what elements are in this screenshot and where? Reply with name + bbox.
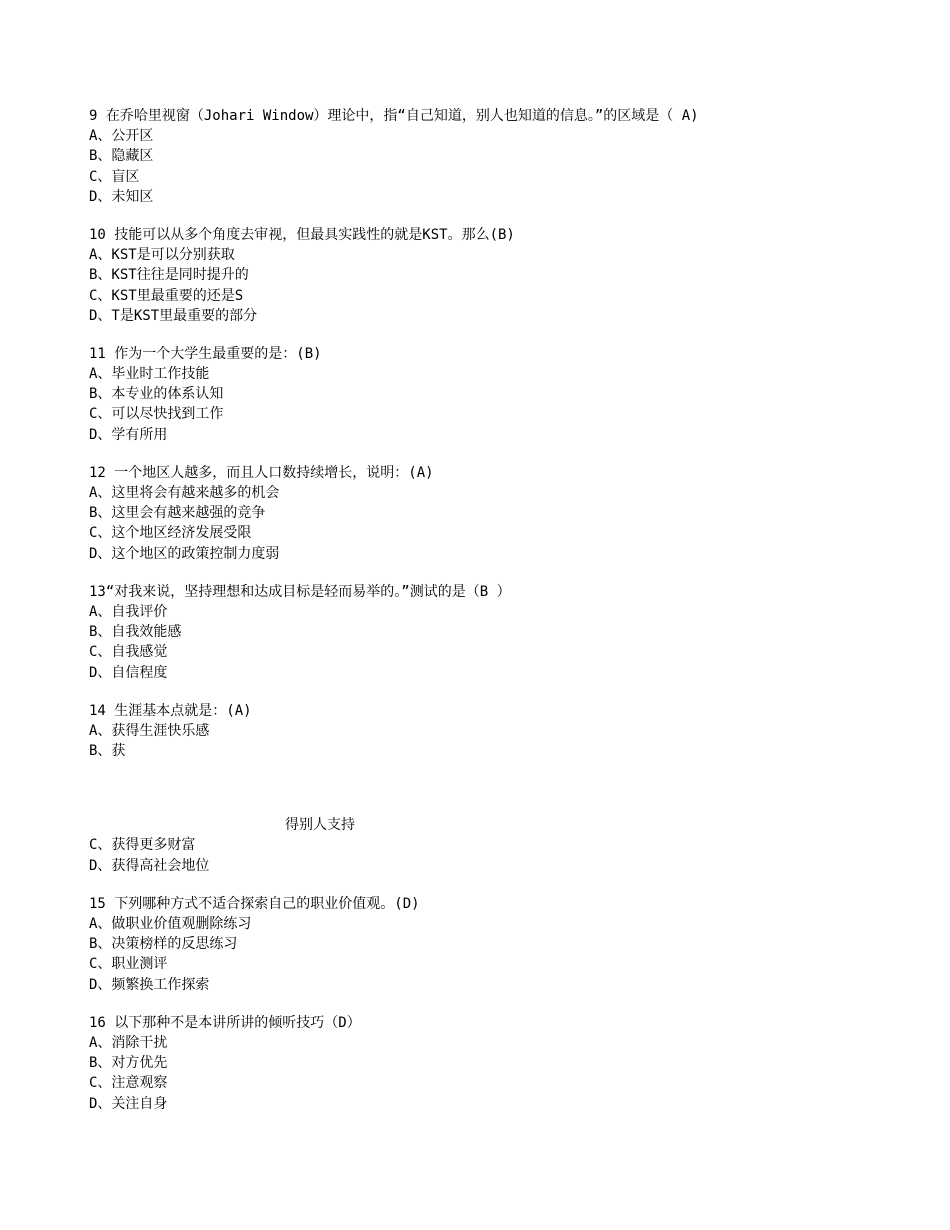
option-d: D、T是KST里最重要的部分	[89, 307, 258, 324]
option-b: B、本专业的体系认知	[89, 386, 224, 403]
option-b-start: B、获	[89, 743, 126, 760]
option-c: C、KST里最重要的还是S	[89, 287, 244, 304]
question-stem: 9 在乔哈里视窗（Johari Window）理论中，指“自己知道，别人也知道的信息。”的区域是（ A)	[89, 108, 699, 124]
option-a: A、消除干扰	[89, 1034, 168, 1051]
question-9	[89, 106, 889, 207]
option-b: B、隐藏区	[89, 148, 154, 165]
question-16	[89, 1013, 889, 1114]
option-b: B、这里会有越来越强的竞争	[89, 505, 266, 522]
question-stem: 11 作为一个大学生最重要的是：(B)	[89, 345, 322, 362]
option-c: C、自我感觉	[89, 644, 168, 661]
option-b: B、对方优先	[89, 1055, 168, 1072]
option-c: C、职业测评	[89, 956, 168, 973]
option-c: C、盲区	[89, 168, 140, 185]
question-stem: 16 以下那种不是本讲所讲的倾听技巧（D）	[89, 1014, 361, 1031]
option-d: D、频繁换工作探索	[89, 976, 210, 993]
option-d: D、获得高社会地位	[89, 857, 210, 874]
option-b: B、决策榜样的反思练习	[89, 936, 238, 953]
question-10	[89, 225, 889, 326]
question-stem: 14 生涯基本点就是：(A)	[89, 702, 252, 719]
question-stem: 12 一个地区人越多，而且人口数持续增长，说明：(A)	[89, 464, 434, 481]
option-d: D、自信程度	[89, 664, 168, 681]
question-12	[89, 463, 889, 564]
question-15	[89, 894, 889, 995]
option-c: C、注意观察	[89, 1075, 168, 1092]
option-a: A、毕业时工作技能	[89, 366, 210, 383]
option-a: A、获得生涯快乐感	[89, 722, 210, 739]
option-b: B、KST往往是同时提升的	[89, 267, 249, 284]
option-a: A、公开区	[89, 128, 154, 145]
question-13	[89, 582, 889, 683]
option-a: A、这里将会有越来越多的机会	[89, 485, 280, 501]
option-a: A、自我评价	[89, 603, 168, 620]
option-b-continued: 得别人支持	[285, 817, 355, 834]
option-b: B、自我效能感	[89, 624, 182, 641]
question-11	[89, 344, 889, 445]
option-c: C、可以尽快找到工作	[89, 406, 224, 423]
option-d: D、学有所用	[89, 426, 168, 443]
option-c: C、获得更多财富	[89, 837, 196, 854]
option-a: A、做职业价值观删除练习	[89, 916, 252, 932]
question-stem: 13“对我来说，坚持理想和达成目标是轻而易举的。”测试的是（B ）	[89, 583, 511, 600]
question-14	[89, 701, 889, 876]
option-c: C、这个地区经济发展受限	[89, 525, 252, 542]
question-stem: 10 技能可以从多个角度去审视，但最具实践性的就是KST。那么(B)	[89, 226, 515, 243]
question-stem: 15 下列哪种方式不适合探索自己的职业价值观。(D)	[89, 895, 420, 912]
page-break-gap	[89, 761, 889, 815]
option-d: D、关注自身	[89, 1095, 168, 1112]
document-page	[89, 106, 889, 1132]
option-d: D、这个地区的政策控制力度弱	[89, 545, 280, 562]
option-d: D、未知区	[89, 188, 154, 205]
option-a: A、KST是可以分别获取	[89, 247, 235, 264]
